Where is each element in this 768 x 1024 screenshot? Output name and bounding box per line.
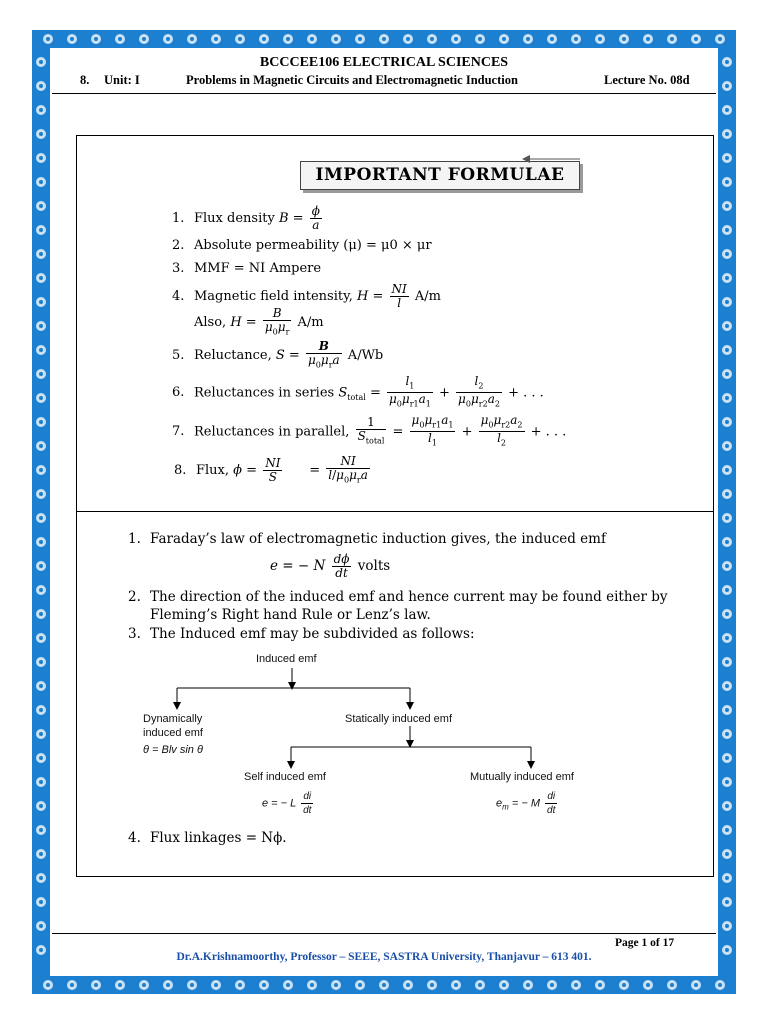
page-number: Page 1 of 17 [615,937,675,949]
induction-item-1: 1. Faraday’s law of electromagnetic induction gives, the induced emf [128,531,606,547]
diagram-self-formula: e = − L $\frac{di}{dt}$ [262,791,312,816]
header-topic: Problems in Magnetic Circuits and Electromagnetic Induction [186,73,518,87]
course-title: BCCCEE106 ELECTRICAL SCIENCES [259,55,509,70]
faraday-equation: e = − N $\frac{d\phi}{dt}$ volts [270,552,391,580]
formula-1: 1. Flux density B = $\frac{\phi}{a}$ [172,204,320,232]
formula-6: 6. Reluctances in series $S_{total}$ = $\frac{l_1}{\mu_0\mu_{r1}a_1}$ + $\frac{l_2}{\mu_0\mu_{r2}a_2}$ + . . . [172,374,544,409]
header-lecture: Lecture No. 08d [604,73,690,87]
diagram-root: Induced emf [256,653,317,665]
formula-5: 5. Reluctance, S = $\frac{B}{\mu_0\mu_ra}$ A/Wb [172,339,384,370]
diagram-mutual: Mutually induced emf [470,771,574,783]
diagram-dynamic-line2: induced emf [143,727,203,739]
header-number: 8. [80,73,90,87]
induction-item-3: 3. The Induced emf may be subdivided as follows: [128,626,475,642]
formula-2: 2. Absolute permeability (μ) = μ0 × μr [172,238,432,253]
diagram-static: Statically induced emf [345,713,452,725]
induction-item-2-cont: Fleming’s Right hand Rule or Lenz’s law. [150,607,431,623]
footer-divider [52,933,716,934]
induction-item-4: 4. Flux linkages = Nϕ. [128,830,287,846]
footer-author: Dr.A.Krishnamoorthy, Professor – SEEE, SASTRA University, Thanjavur – 613 401. [176,951,592,963]
diagram-dynamic-line1: Dynamically [143,713,203,725]
header-unit: Unit: I [104,73,140,87]
induction-item-2: 2. The direction of the induced emf and hence current may be found either by [128,589,668,605]
diagram-mutual-formula: $e_m$ = − M $\frac{di}{dt}$ [496,791,556,816]
formula-4-also: Also, H = $\frac{B}{\mu_0\mu_r}$ A/m [194,306,324,337]
diagram-self: Self induced emf [244,771,326,783]
diagram-dynamic-formula: θ = Blv sin θ [143,744,203,756]
formula-3: 3. MMF = NI Ampere [172,261,322,276]
formula-8: 8. Flux, ϕ = $\frac{NI}{S}$ = $\frac{NI}{l/\mu_0\mu_ra}$ [174,454,368,485]
formulae-banner: IMPORTANT FORMULAE [300,161,580,190]
formula-4: 4. Magnetic field intensity, H = $\frac{NI}{l}$ A/m [172,282,441,310]
formula-7: 7. Reluctances in parallel, $\frac{1}{S_{total}}$ = $\frac{\mu_0\mu_{r1}a_1}{l_1}$ + $\frac{\mu_0\mu_{r2}a_2}{l_2}$ + . . . [172,413,567,448]
